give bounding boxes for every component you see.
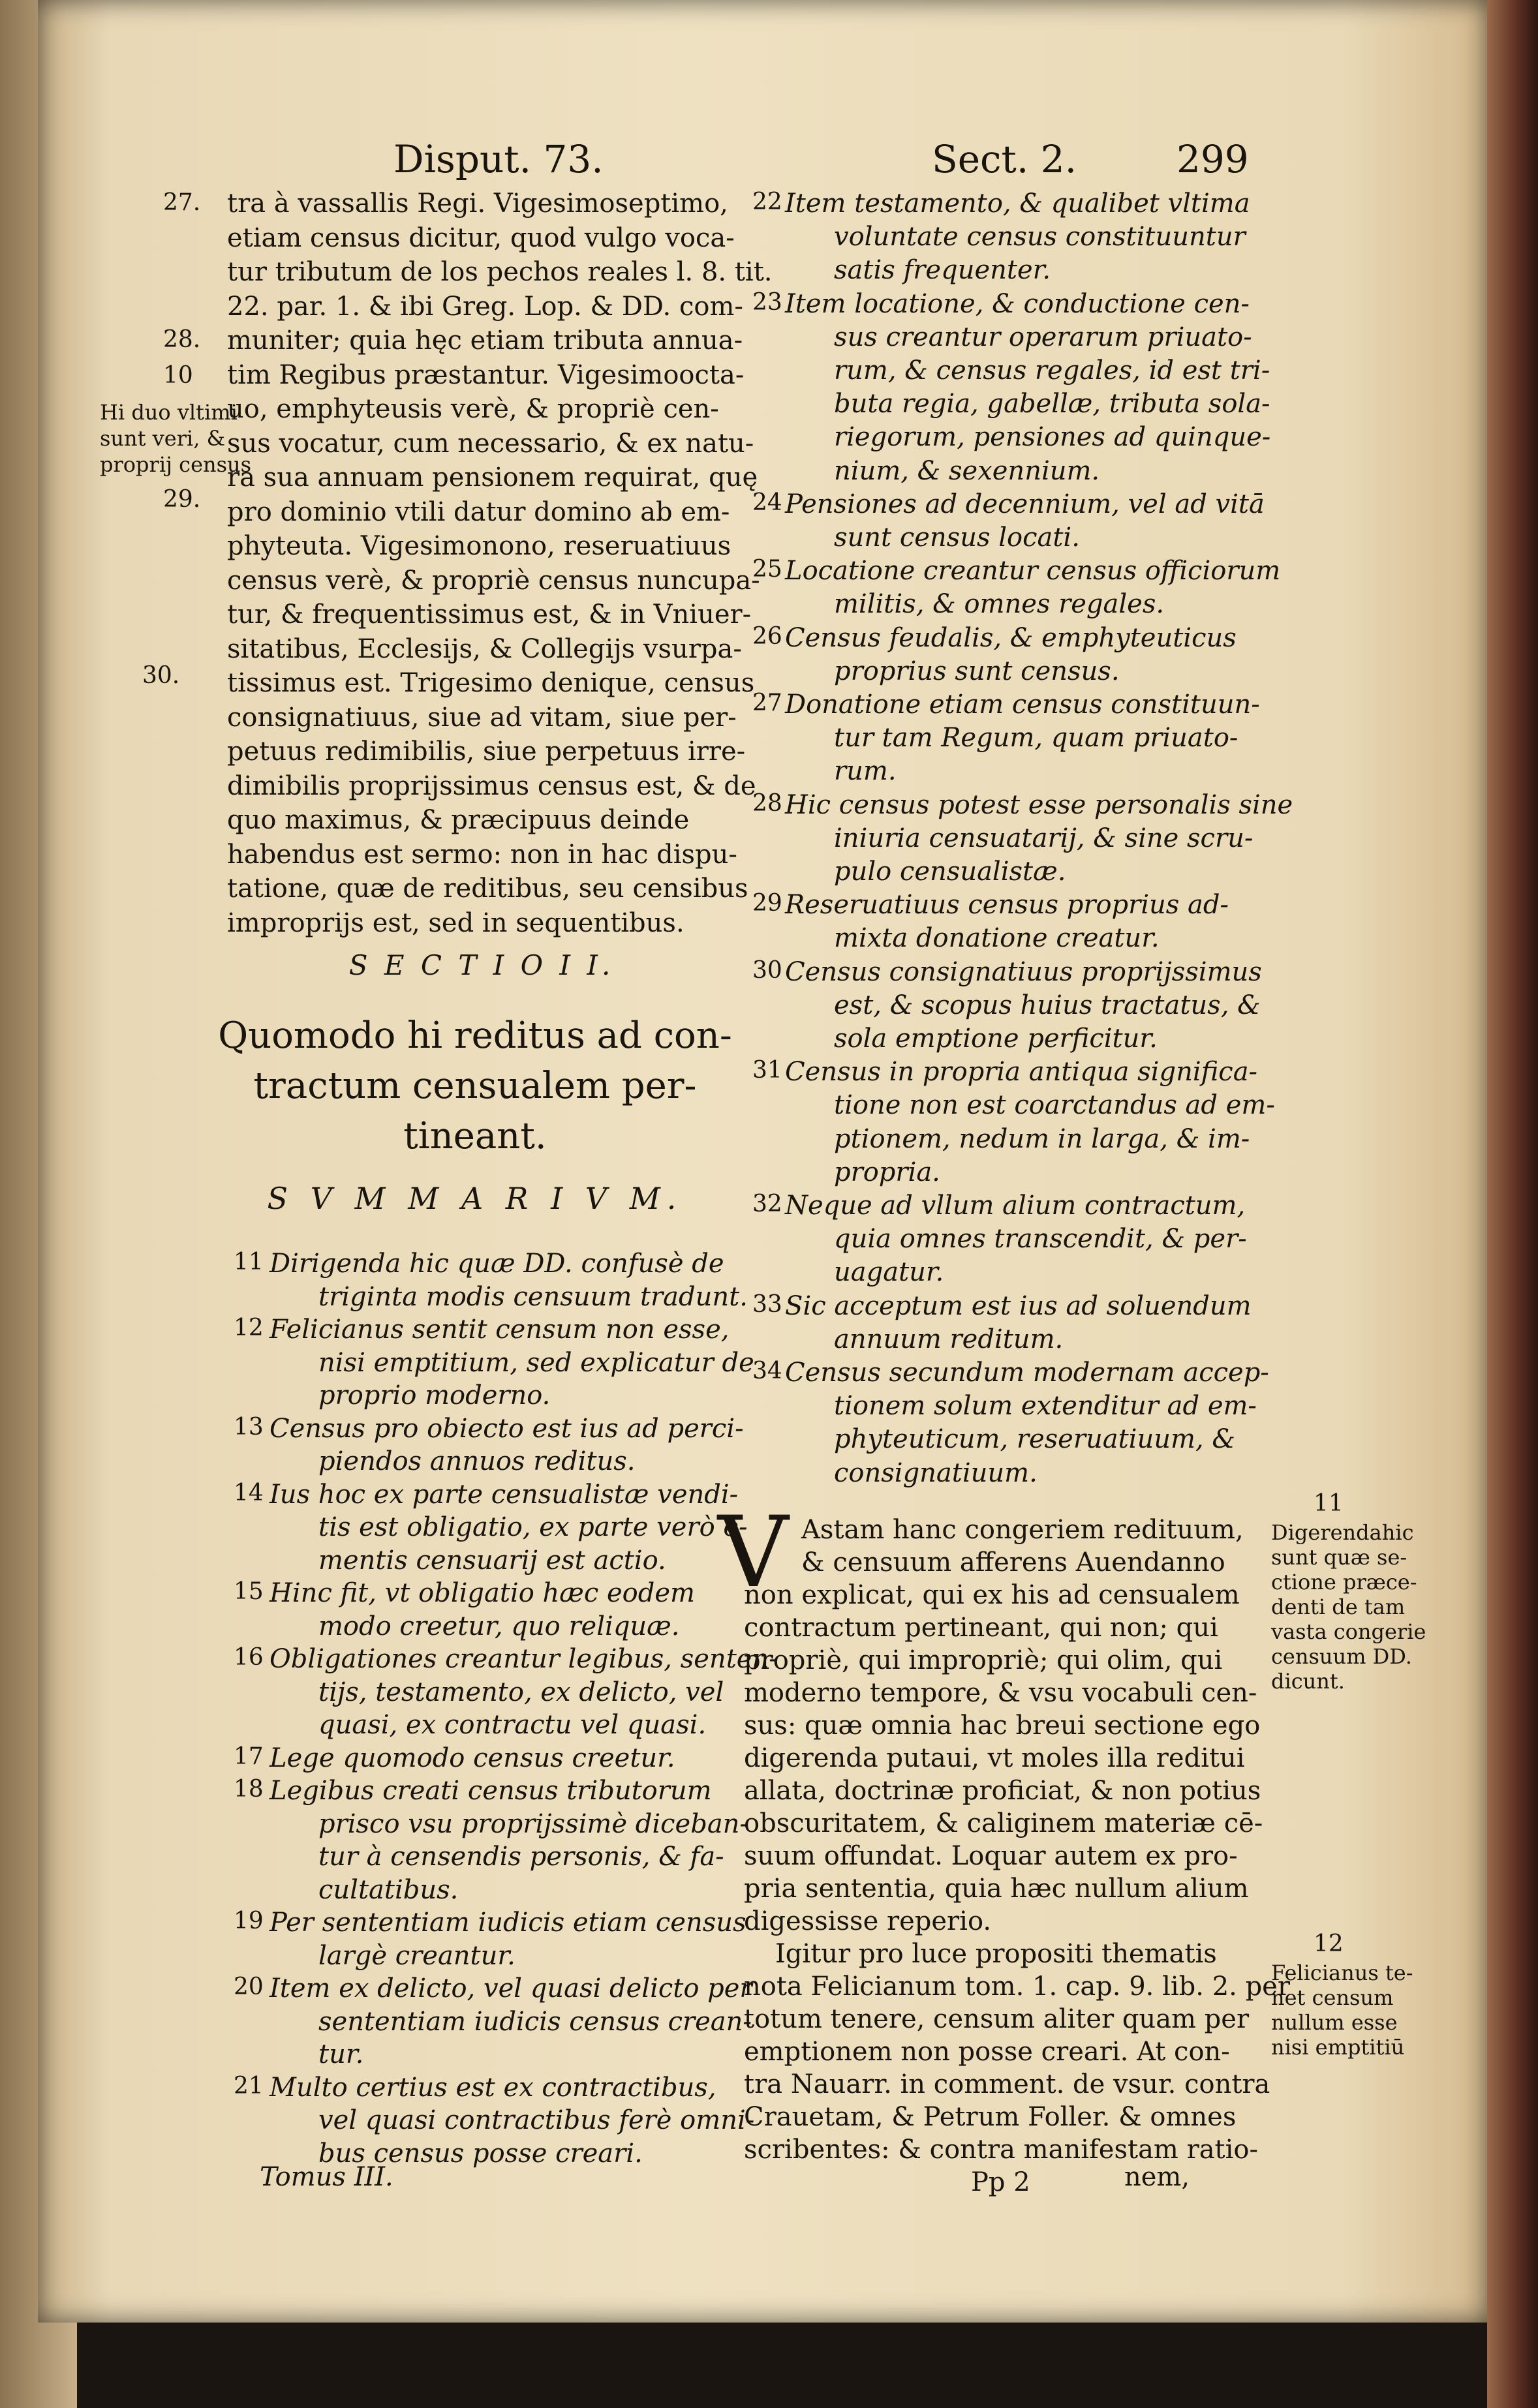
summary-line: tur tam Regum, quam priuato- [834, 723, 1238, 754]
body-line: propriè, qui impropriè; qui olim, qui [744, 1645, 1223, 1675]
summary-line: mixta donatione creatur. [834, 923, 1160, 954]
summary-line: Ius hoc ex parte censualistæ vendi- [269, 1479, 739, 1510]
body-line: non explicat, qui ex his ad censualem [744, 1580, 1240, 1610]
summary-number: 22 [752, 189, 782, 215]
summary-line: riegorum, pensiones ad quinque- [834, 422, 1271, 453]
body-line: emptionem non posse creari. At con- [744, 2037, 1230, 2067]
body-line: suum offundat. Loquar autem ex pro- [744, 1841, 1238, 1871]
summary-number: 34 [752, 1358, 782, 1384]
summary-line: Dirigenda hic quæ DD. confusè de [269, 1249, 724, 1279]
summary-line: satis frequenter. [834, 255, 1051, 286]
body-line: obscuritatem, & caliginem materiæ cē- [744, 1808, 1263, 1838]
summary-number: 26 [752, 622, 782, 650]
margin-note-line: dicunt. [1271, 1669, 1345, 1694]
margin-note-line: sunt quæ se- [1271, 1545, 1407, 1570]
drop-cap: V [718, 1496, 789, 1609]
body-line: tra Nauarr. in comment. de vsur. contra [744, 2069, 1270, 2099]
margin-note: 30. [142, 662, 180, 689]
summary-number: 11 [234, 1249, 264, 1275]
text-line: sus vocatur, cum necessario, & ex natu- [227, 428, 754, 459]
summary-line: tione non est coarctandus ad em- [834, 1090, 1275, 1121]
margin-note: 10 [163, 362, 193, 389]
text-line: phyteuta. Vigesimonono, reseruatiuus [227, 531, 731, 561]
summary-line: vel quasi contractibus ferè omni- [318, 2105, 755, 2135]
summary-number: 17 [234, 1743, 264, 1770]
text-line: petuus redimibilis, siue perpetuus irre- [227, 737, 746, 767]
summary-number: 25 [752, 556, 782, 583]
margin-note: Hi duo vltimi [100, 400, 238, 425]
summary-number: 20 [234, 1974, 264, 2000]
section-title-line: tractum censualem per- [253, 1065, 697, 1107]
text-line: tur tributum de los pechos reales l. 8. tit. [227, 257, 773, 287]
text-line: improprijs est, sed in sequentibus. [227, 907, 684, 938]
summary-number: 21 [234, 2072, 264, 2099]
summary-line: Pensiones ad decennium, vel ad vitā [785, 489, 1265, 519]
margin-note: 27. [163, 189, 201, 216]
summary-number: 24 [752, 489, 782, 516]
summary-line: Census feudalis, & emphyteuticus [785, 622, 1237, 653]
page-edge [1487, 0, 1538, 2408]
margin-note: 28. [163, 326, 201, 353]
summary-line: nisi emptitium, sed explicatur de [318, 1347, 754, 1378]
text-line: 22. par. 1. & ibi Greg. Lop. & DD. com- [227, 291, 743, 322]
summary-line: sententiam iudicis census crean- [318, 2006, 752, 2037]
summary-line: rum. [834, 756, 897, 787]
summary-line: tionem solum extenditur ad em- [834, 1391, 1257, 1422]
margin-note-line: ctione præce- [1271, 1570, 1417, 1594]
summary-line: quasi, ex contractu vel quasi. [318, 1710, 707, 1740]
text-line: ra sua annuam pensionem requirat, quę [227, 463, 758, 493]
summary-number: 27 [752, 690, 782, 716]
summary-number: 30 [752, 956, 782, 984]
margin-note-number: 11 [1314, 1490, 1344, 1517]
summary-line: prisco vsu proprijssimè diceban- [318, 1808, 748, 1839]
text-line: sitatibus, Ecclesijs, & Collegijs vsurpa- [227, 633, 742, 664]
summary-number: 18 [234, 1776, 264, 1803]
body-line: & censuum afferens Auendanno [801, 1547, 1225, 1577]
summary-line: pulo censualistæ. [834, 857, 1066, 887]
body-line: pria sententia, quia hæc nullum alium [744, 1874, 1249, 1904]
summary-line: Lege quomodo census creetur. [269, 1743, 675, 1773]
summary-line: tur à censendis personis, & fa- [318, 1842, 724, 1872]
text-line: pro dominio vtili datur domino ab em- [227, 496, 730, 527]
summary-line: Per sententiam iudicis etiam census [269, 1908, 746, 1938]
margin-note: proprij census [100, 452, 252, 477]
margin-note: sunt veri, & [100, 426, 226, 451]
text-line: quo maximus, & præcipuus deinde [227, 805, 690, 835]
summary-number: 33 [752, 1290, 782, 1318]
margin-note-line: net censum [1271, 1985, 1394, 2010]
body-line: digerenda putaui, vt moles illa reditui [744, 1743, 1245, 1773]
signature-mark: Pp 2 [971, 2167, 1030, 2197]
summary-number: 31 [752, 1057, 782, 1084]
summary-line: sunt census locati. [834, 523, 1080, 553]
summary-line: Census pro obiecto est ius ad perci- [269, 1413, 744, 1444]
summary-line: Reseruatiuus census proprius ad- [785, 890, 1229, 921]
summary-line: Multo certius est ex contractibus, [269, 2072, 716, 2103]
body-line: sus: quæ omnia hac breui sectione ego [744, 1711, 1261, 1741]
summary-line: Neque ad vllum alium contractum, [785, 1191, 1246, 1221]
summary-line: Hinc fit, vt obligatio hæc eodem [269, 1578, 695, 1608]
summary-line: bus census posse creari. [318, 2138, 643, 2169]
summary-line: propria. [834, 1157, 940, 1187]
header-disputation: Disput. 73. [393, 137, 604, 181]
signature-line: Tomus III. [260, 2162, 393, 2192]
summary-line: phyteuticum, reseruatiuum, & [834, 1424, 1235, 1455]
summary-number: 16 [234, 1644, 264, 1671]
summary-line: proprio moderno. [318, 1380, 551, 1410]
summary-number: 32 [752, 1191, 782, 1217]
summary-line: tur. [318, 2039, 364, 2069]
text-line: tim Regibus præstantur. Vigesimoocta- [227, 359, 745, 390]
summary-line: mentis censuarij est actio. [318, 1545, 666, 1576]
summary-line: Hic census potest esse personalis sine [785, 789, 1293, 820]
catchword: nem, [1124, 2162, 1190, 2192]
margin-note-line: vasta congerie [1271, 1619, 1426, 1644]
summary-line: voluntate census constituuntur [834, 222, 1246, 252]
summary-line: consignatiuum. [834, 1457, 1038, 1488]
summary-line: tis est obligatio, ex parte verò e- [318, 1512, 748, 1542]
summary-line: Obligationes creantur legibus, senten- [269, 1644, 778, 1674]
summary-line: annuum reditum. [834, 1324, 1064, 1354]
summary-number: 29 [752, 890, 782, 917]
body-line: moderno tempore, & vsu vocabuli cen- [744, 1678, 1257, 1708]
summary-line: uagatur. [834, 1257, 944, 1288]
text-line: tra à vassallis Regi. Vigesimoseptimo, [227, 189, 728, 219]
text-line: tatione, quæ de reditibus, seu censibus [227, 874, 748, 904]
summary-label: S V M M A R I V M. [267, 1181, 683, 1216]
summary-line: buta regia, gabellæ, tributa sola- [834, 389, 1270, 419]
body-line: allata, doctrinæ proficiat, & non potius [744, 1776, 1261, 1806]
summary-line: rum, & census regales, id est tri- [834, 356, 1270, 386]
margin-note-line: denti de tam [1271, 1594, 1406, 1619]
summary-line: quia omnes transcendit, & per- [834, 1224, 1247, 1255]
summary-line: piendos annuos reditus. [318, 1446, 636, 1476]
body-line: digessisse reperio. [744, 1906, 992, 1936]
summary-line: Legibus creati census tributorum [269, 1776, 712, 1806]
margin-note: 29. [163, 486, 201, 513]
summary-number: 15 [234, 1578, 264, 1605]
section-title-line: tineant. [403, 1115, 547, 1157]
page-number: 299 [1177, 137, 1249, 181]
margin-note-line: censuum DD. [1271, 1644, 1412, 1669]
summary-line: Item locatione, & conductione cen- [785, 288, 1250, 319]
margin-note-line: Digerendahic [1271, 1520, 1414, 1545]
summary-line: Census in propria antiqua significa- [785, 1057, 1258, 1088]
summary-number: 28 [752, 789, 782, 817]
summary-line: modo creetur, quo reliquæ. [318, 1611, 680, 1641]
body-line: contractum pertineant, qui non; qui [744, 1613, 1218, 1643]
summary-line: Felicianus sentit censum non esse, [269, 1315, 730, 1345]
margin-note-line: nullum esse [1271, 2010, 1398, 2035]
summary-line: ptionem, nedum in larga, & im- [834, 1123, 1250, 1154]
summary-line: Census consignatiuus proprijssimus [785, 956, 1262, 987]
summary-number: 23 [752, 288, 782, 316]
text-line: consignatiuus, siue ad vitam, siue per- [227, 702, 737, 733]
text-line: dimibilis proprijssimus census est, & de [227, 770, 756, 801]
summary-line: Sic acceptum est ius ad soluendum [785, 1290, 1252, 1321]
summary-number: 14 [234, 1479, 264, 1506]
margin-note-number: 12 [1314, 1930, 1344, 1957]
body-line: Igitur pro luce propositi thematis [775, 1939, 1217, 1969]
text-line: tur, & frequentissimus est, & in Vniuer- [227, 600, 752, 630]
summary-line: cultatibus. [318, 1874, 459, 1905]
section-label: S E C T I O I I. [348, 949, 615, 981]
section-title-line: Quomodo hi reditus ad con- [218, 1014, 732, 1057]
text-line: muniter; quia hęc etiam tributa annua- [227, 326, 743, 356]
body-line: nota Felicianum tom. 1. cap. 9. lib. 2. per [744, 1972, 1290, 2002]
summary-line: Donatione etiam census constituun- [785, 690, 1260, 720]
margin-note-line: nisi emptitiū [1271, 2035, 1405, 2060]
summary-number: 12 [234, 1315, 264, 1341]
summary-line: tijs, testamento, ex delicto, vel [318, 1677, 724, 1707]
summary-line: Locatione creantur census officiorum [785, 556, 1281, 587]
body-line: scribentes: & contra manifestam ratio- [744, 2135, 1259, 2165]
margin-note-line: Felicianus te- [1271, 1960, 1413, 1985]
summary-line: largè creantur. [318, 1940, 515, 1971]
text-line: etiam census dicitur, quod vulgo voca- [227, 222, 735, 253]
summary-line: sola emptione perficitur. [834, 1024, 1158, 1054]
summary-line: triginta modis censuum tradunt. [318, 1281, 748, 1312]
text-line: habendus est sermo: non in hac dispu- [227, 839, 737, 870]
summary-line: Item testamento, & qualibet vltima [785, 189, 1250, 219]
text-line: census verè, & propriè census nuncupa- [227, 565, 760, 596]
summary-number: 19 [234, 1908, 264, 1934]
body-line: Crauetam, & Petrum Foller. & omnes [744, 2102, 1237, 2132]
summary-line: Census secundum modernam accep- [785, 1358, 1269, 1388]
summary-line: sus creantur operarum priuato- [834, 322, 1252, 352]
summary-line: militis, & omnes regales. [834, 589, 1165, 620]
text-line: tissimus est. Trigesimo denique, census [227, 668, 755, 698]
summary-line: iniuria censuatarij, & sine scru- [834, 823, 1253, 853]
summary-line: est, & scopus huius tractatus, & [834, 990, 1261, 1020]
summary-line: proprius sunt census. [834, 656, 1120, 686]
book-page [38, 0, 1488, 2323]
summary-number: 13 [234, 1413, 264, 1440]
body-line: totum tenere, censum aliter quam per [744, 2004, 1250, 2034]
summary-line: Item ex delicto, vel quasi delicto per [269, 1974, 752, 2004]
header-section: Sect. 2. [932, 137, 1077, 181]
summary-line: nium, & sexennium. [834, 455, 1100, 486]
text-line: uo, emphyteusis verè, & propriè cen- [227, 394, 719, 424]
body-line: Astam hanc congeriem redituum, [801, 1515, 1244, 1545]
